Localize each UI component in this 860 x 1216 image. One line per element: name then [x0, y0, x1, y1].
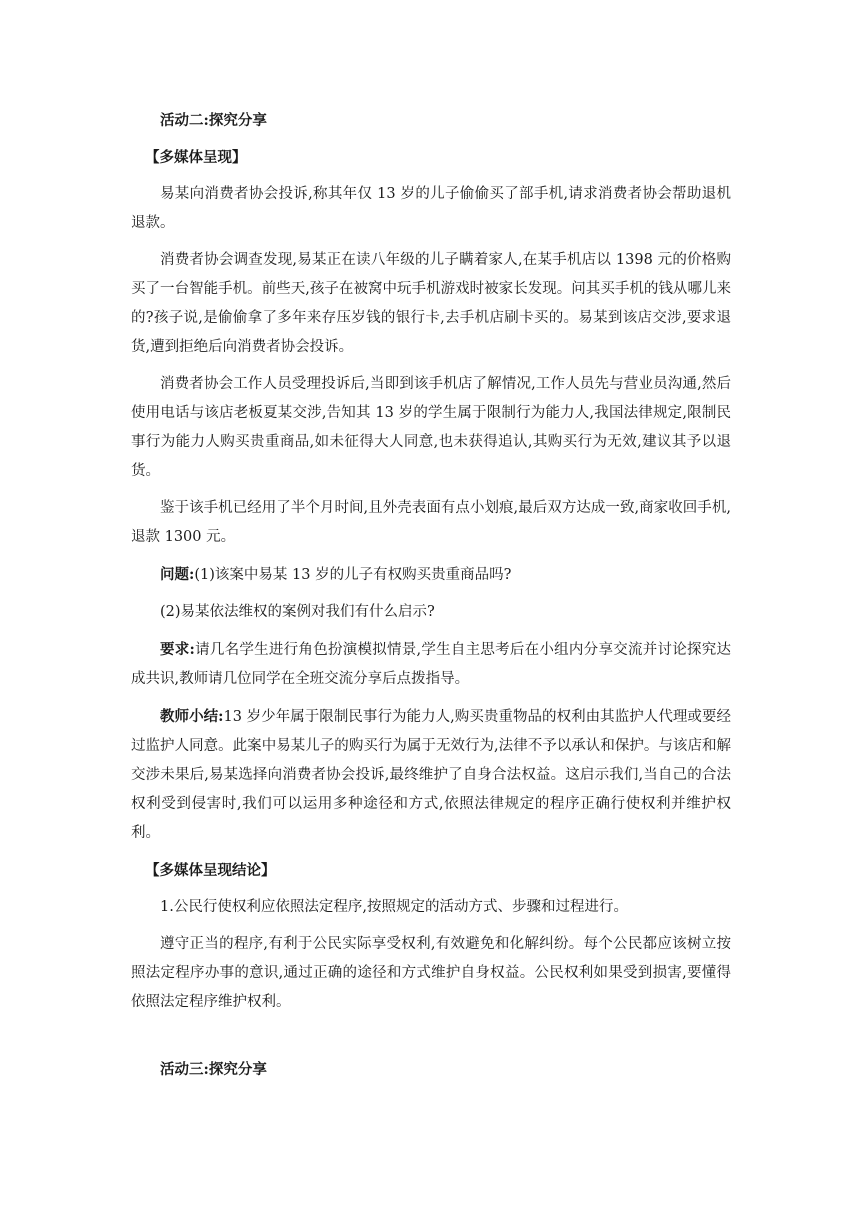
case-paragraph-3: 消费者协会工作人员受理投诉后,当即到该手机店了解情况,工作人员先与营业员沟通,然后使用电话与该店老板夏某交涉,告知其 13 岁的学生属于限制行为能力人,我国法律规定,限制民事行为能力人购买贵重商品,如未征得大人同意,也未获得追认,其购买行为无效,建议其予以退货。	[131, 376, 731, 479]
teacher-summary-label: 教师小结:	[160, 708, 224, 725]
activity-three-title: 活动三:探究分享	[160, 1061, 267, 1078]
requirement-paragraph	[131, 635, 731, 694]
case-paragraph-4: 鉴于该手机已经用了半个月时间,且外壳表面有点小划痕,最后双方达成一致,商家收回手机,退款 1300 元。	[131, 500, 731, 545]
question-1-text: (1)该案中易某 13 岁的儿子有权购买贵重商品吗?	[194, 567, 512, 583]
document-body	[131, 106, 731, 1084]
question-1	[131, 560, 731, 590]
teacher-summary-text: 13 岁少年属于限制民事行为能力人,购买贵重物品的权利由其监护人代理或要经过监护人同意。此案中易某儿子的购买行为属于无效行为,法律不予以承认和保护。与该店和解交涉未果后,易某选择向消费者协会投诉,最终维护了自身合法权益。这启示我们,当自己的合法权利受到侵害时,我们可以运用多种途径和方式,依照法律规定的程序正确行使权利并维护权利。	[131, 709, 731, 841]
multimedia-heading: 【多媒体呈现】	[145, 149, 247, 166]
conclusion-1: 1.公民行使权利应依照法定程序,按照规定的活动方式、步骤和过程进行。	[160, 899, 628, 915]
requirement-label: 要求:	[160, 641, 195, 658]
activity-two-title: 活动二:探究分享	[160, 112, 267, 129]
case-paragraph-1: 易某向消费者协会投诉,称其年仅 13 岁的儿子偷偷买了部手机,请求消费者协会帮助退机退款。	[131, 186, 731, 231]
question-2: (2)易某依法维权的案例对我们有什么启示?	[160, 604, 435, 620]
case-paragraph-2: 消费者协会调查发现,易某正在读八年级的儿子瞒着家人,在某手机店以 1398 元的价格购买了一台智能手机。前些天,孩子在被窝中玩手机游戏时被家长发现。问其买手机的钱从哪儿来的?孩子说,是偷偷拿了多年来存压岁钱的银行卡,去手机店刷卡买的。易某到该店交涉,要求退货,遭到拒绝后向消费者协会投诉。	[131, 252, 731, 355]
teacher-summary-paragraph	[131, 702, 731, 848]
conclusion-2: 遵守正当的程序,有利于公民实际享受权利,有效避免和化解纠纷。每个公民都应该树立按照法定程序办事的意识,通过正确的途径和方式维护自身权益。公民权利如果受到损害,要懂得依照法定程序维护权利。	[131, 936, 731, 1010]
conclusion-heading: 【多媒体呈现结论】	[145, 862, 276, 879]
question-label: 问题:	[160, 566, 195, 583]
requirement-text: 请几名学生进行角色扮演模拟情景,学生自主思考后在小组内分享交流并讨论探究达成共识,教师请几位同学在全班交流分享后点拨指导。	[131, 642, 731, 687]
